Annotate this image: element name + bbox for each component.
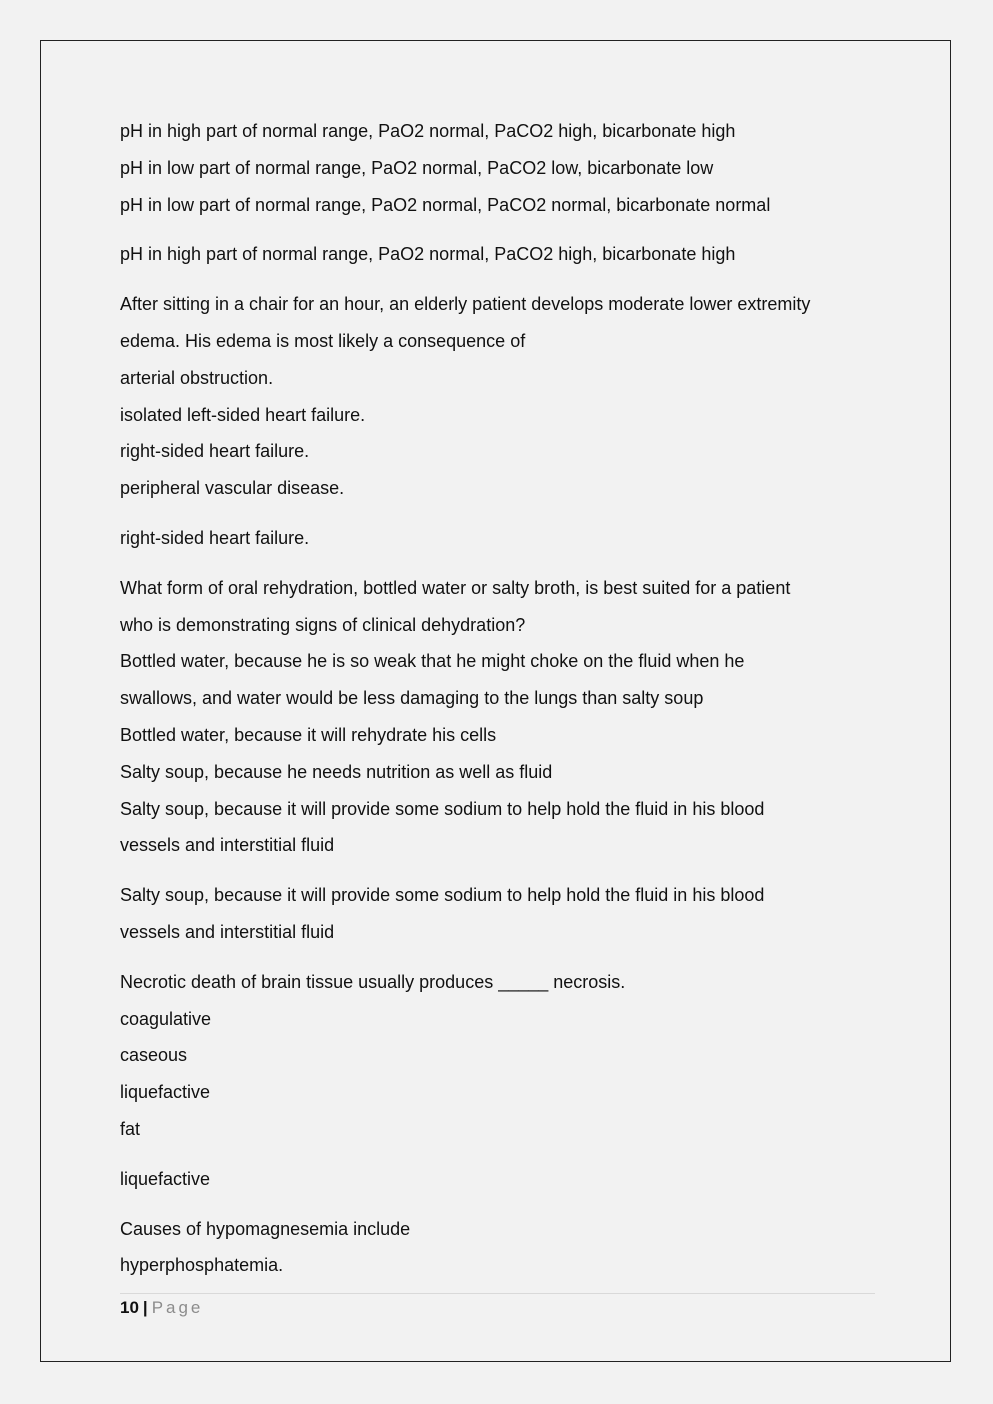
option-line: liquefactive (120, 1082, 211, 1103)
option-line: swallows, and water would be less damaging to the lungs than salty soup (120, 688, 704, 709)
text-line: pH in low part of normal range, PaO2 normal, PaCO2 low, bicarbonate low (120, 157, 714, 178)
option-line: caseous (120, 1045, 188, 1066)
question-block (120, 1211, 880, 1285)
answer-block (120, 236, 880, 273)
answer-line: liquefactive (120, 1168, 211, 1189)
option-line: Salty soup, because it will provide some sodium to help hold the fluid in his blood (120, 798, 765, 819)
answer-line: Salty soup, because it will provide some sodium to help hold the fluid in his blood (120, 885, 765, 906)
document-body (120, 113, 880, 1297)
text-line: pH in high part of normal range, PaO2 normal, PaCO2 high, bicarbonate high (120, 121, 736, 141)
option-line: coagulative (120, 1008, 212, 1029)
question-line: Necrotic death of brain tissue usually produces _____ necrosis. (120, 971, 626, 992)
answer-line: vessels and interstitial fluid (120, 921, 335, 942)
question-line: edema. His edema is most likely a consequence of (120, 330, 526, 351)
question-block (120, 964, 880, 1148)
question-line: who is demonstrating signs of clinical dehydration? (120, 614, 526, 635)
page-label: Page (151, 1298, 204, 1317)
answer-block (120, 877, 880, 951)
option-line: Bottled water, because it will rehydrate his cells (120, 724, 497, 745)
option-line: vessels and interstitial fluid (120, 835, 335, 856)
option-line: right-sided heart failure. (120, 441, 310, 462)
question-block (120, 570, 880, 864)
option-line: isolated left-sided heart failure. (120, 404, 366, 425)
page-number: 10 (120, 1298, 139, 1317)
footer-divider (120, 1293, 875, 1294)
text-line: pH in low part of normal range, PaO2 normal, PaCO2 normal, bicarbonate normal (120, 194, 771, 215)
option-line: Bottled water, because he is so weak that he might choke on the fluid when he (120, 651, 745, 672)
text-block (120, 113, 880, 223)
footer-separator: | (142, 1298, 148, 1317)
answer-block (120, 1161, 880, 1198)
option-line: peripheral vascular disease. (120, 478, 345, 499)
answer-line: right-sided heart failure. (120, 527, 310, 548)
question-line: Causes of hypomagnesemia include (120, 1218, 411, 1239)
option-line: fat (120, 1118, 141, 1139)
answer-line: pH in high part of normal range, PaO2 normal, PaCO2 high, bicarbonate high (120, 244, 736, 265)
answer-block (120, 520, 880, 557)
question-block (120, 286, 880, 507)
option-line: hyperphosphatemia. (120, 1255, 284, 1276)
page-footer (120, 1297, 203, 1319)
question-line: What form of oral rehydration, bottled water or salty broth, is best suited for a patient (120, 577, 791, 598)
question-line: After sitting in a chair for an hour, an elderly patient develops moderate lower extremity (120, 294, 811, 315)
option-line: Salty soup, because he needs nutrition as well as fluid (120, 761, 553, 782)
option-line: arterial obstruction. (120, 367, 274, 388)
